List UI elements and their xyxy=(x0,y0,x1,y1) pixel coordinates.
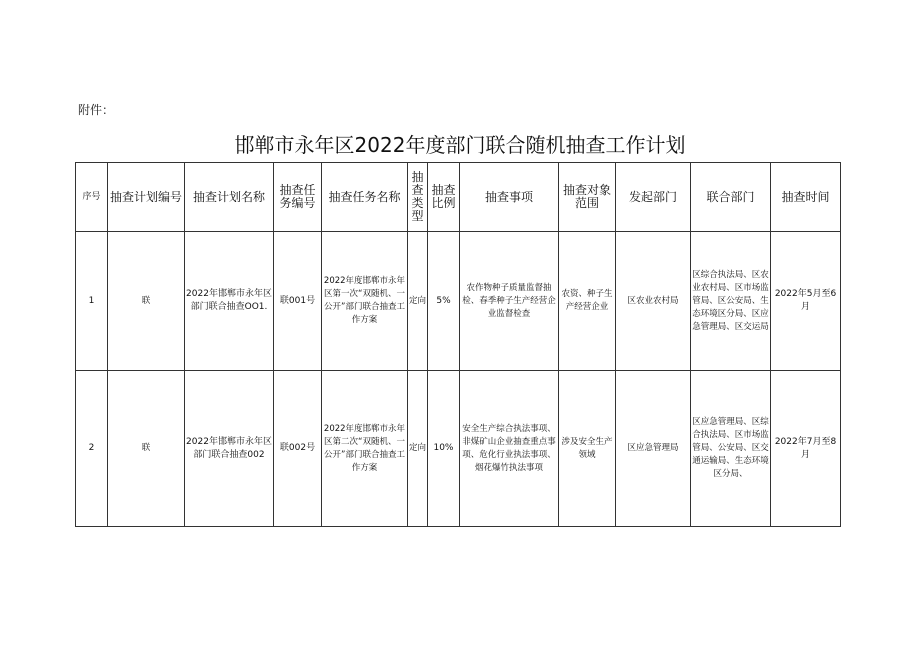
header-cell: 发起部门 xyxy=(616,163,691,232)
table-cell: 联 xyxy=(108,371,185,527)
header-cell: 序号 xyxy=(76,163,108,232)
header-row xyxy=(76,163,841,232)
table-cell: 农资、种子生产经营企业 xyxy=(559,232,616,371)
table-cell: 定向 xyxy=(408,232,428,371)
table-cell: 2022年邯郸市永年区部门联合抽查002 xyxy=(185,371,274,527)
header-cell: 抽查比例 xyxy=(428,163,460,232)
table-cell: 联 xyxy=(108,232,185,371)
table-cell: 2022年度邯郸市永年区第二次“双随机、一公开”部门联合抽查工作方案 xyxy=(322,371,408,527)
table-cell: 2022年5月至6月 xyxy=(771,232,841,371)
table-cell: 安全生产综合执法事项、非煤矿山企业抽查重点事项、危化行业执法事项、烟花爆竹执法事项 xyxy=(460,371,559,527)
table-cell: 10% xyxy=(428,371,460,527)
table-cell: 农作物种子质量监督抽检、春季种子生产经营企业监督检查 xyxy=(460,232,559,371)
table-cell: 定向 xyxy=(408,371,428,527)
header-cell: 抽查计划编号 xyxy=(108,163,185,232)
table-row xyxy=(76,232,841,371)
table-cell: 区应急管理局 xyxy=(616,371,691,527)
header-cell: 抽查时间 xyxy=(771,163,841,232)
table-cell: 2 xyxy=(76,371,108,527)
table-cell: 涉及安全生产领域 xyxy=(559,371,616,527)
document-title: 邯郸市永年区2022年度部门联合随机抽查工作计划 xyxy=(234,133,686,157)
table-cell: 联001号 xyxy=(274,232,322,371)
plan-table xyxy=(75,162,841,527)
table-row xyxy=(76,371,841,527)
table-cell: 2022年7月至8月 xyxy=(771,371,841,527)
table-cell: 联002号 xyxy=(274,371,322,527)
table-cell: 区应急管理局、区综合执法局、区市场监管局、公安局、区交通运输局、生态环境区分局、 xyxy=(691,371,771,527)
table-cell: 5% xyxy=(428,232,460,371)
header-cell: 联合部门 xyxy=(691,163,771,232)
header-cell: 抽查计划名称 xyxy=(185,163,274,232)
table-cell: 区农业农村局 xyxy=(616,232,691,371)
header-cell: 抽查对象范围 xyxy=(559,163,616,232)
table-cell: 1 xyxy=(76,232,108,371)
header-cell: 抽查任务名称 xyxy=(322,163,408,232)
header-cell: 抽查事项 xyxy=(460,163,559,232)
table-cell: 2022年度邯郸市永年区第一次“双随机、一公开”部门联合抽查工作方案 xyxy=(322,232,408,371)
table-cell: 区综合执法局、区农业农村局、区市场监管局、区公安局、生态环境区分局、区应急管理局、区交运局 xyxy=(691,232,771,371)
header-cell: 抽查任务编号 xyxy=(274,163,322,232)
table-cell: 2022年邯郸市永年区部门联合抽查OO1. xyxy=(185,232,274,371)
attachment-label: 附件： xyxy=(78,103,115,117)
header-cell: 抽查类型 xyxy=(408,163,428,232)
